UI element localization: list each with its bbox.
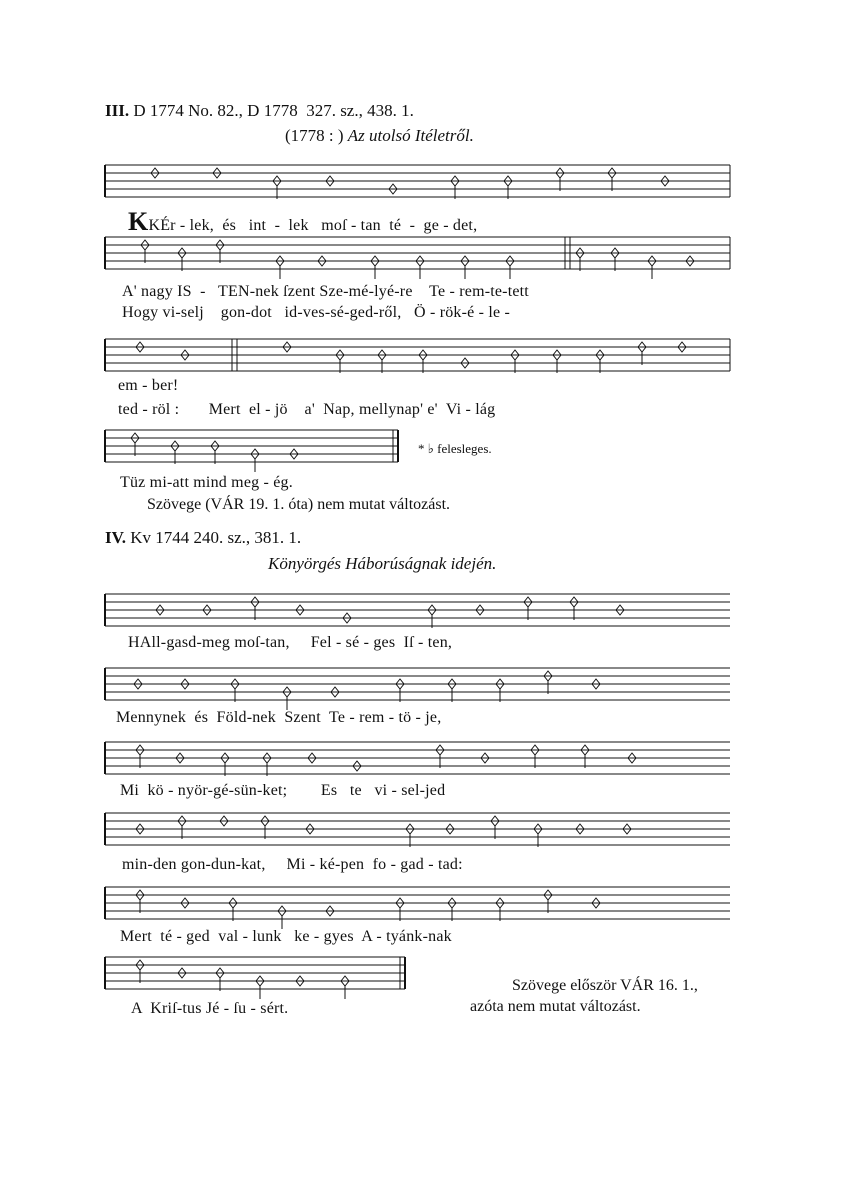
section4-subtitle: Könyörgés Háborúságnak idején.	[268, 554, 497, 573]
lyric-line-1: HAll-gasd-meg moſ-tan, Fel - sé - ges Iſ - ten,	[128, 634, 453, 651]
lyric-line-5: ted - röl : Mert el - jö a' Nap, mellynap' e' Vi - lág	[118, 401, 496, 418]
initial-letter: K	[128, 207, 149, 236]
staff-4-2	[105, 668, 730, 700]
section3-subtitle-prefix: (1778 : )	[285, 126, 344, 145]
staff-3-1	[105, 165, 730, 197]
section4-number: IV.	[105, 528, 126, 547]
staff-4-6	[105, 957, 405, 989]
section4-heading	[105, 528, 301, 548]
lyric-line-2: Mennynek és Föld-nek Szent Te - rem - tö - je,	[116, 709, 442, 726]
lyric-line	[128, 634, 452, 652]
staff-4-5	[105, 887, 730, 919]
lyric-line-2: A' nagy IS - TEN-nek ſzent Sze-mé-lyé-re Te - rem-te-tett	[122, 283, 529, 300]
lyric-line-6: Tüz mi-att mind meg - ég.	[120, 474, 293, 491]
lyric-line-5: Mert té - ged val - lunk ke - gyes A - tyánk-nak	[120, 928, 452, 945]
staff-3-2	[105, 237, 730, 269]
lyric-line	[128, 207, 477, 237]
staff-4-1	[105, 594, 730, 626]
lyric-line-4: min-den gon-dun-kat, Mi - ké-pen fo - gad - tad:	[122, 856, 463, 873]
text-note-1: Szövege először VÁR 16. 1.,	[512, 977, 698, 994]
section3-number: III.	[105, 101, 130, 120]
text-note-2: azóta nem mutat változást.	[470, 998, 641, 1015]
text-note: Szövege (VÁR 19. 1. óta) nem mutat változást.	[147, 496, 451, 513]
staff-3-3	[105, 339, 730, 371]
section3-subtitle-title: Az utolsó Itéletről.	[347, 126, 474, 145]
lyric-line-3: Hogy vi-selj gon-dot id-ves-sé-ged-ről, Ö - rök-é - le -	[122, 304, 511, 321]
lyric-line-1: KÉr - lek, és int - lek moſ - tan té - ge - det,	[148, 217, 478, 234]
footnote: * ♭ felesleges.	[418, 441, 492, 456]
staff-4-4	[105, 813, 730, 845]
lyric-line-6: A Kriſ-tus Jé - ſu - sért.	[131, 1000, 289, 1017]
lyric-line-4: em - ber!	[118, 377, 179, 394]
section4-source: Kv 1744 240. sz., 381. 1.	[130, 528, 302, 547]
lyric-line-3: Mi kö - nyör-gé-sün-ket; Es te vi - sel-jed	[120, 782, 446, 799]
section3-source: D 1774 No. 82., D 1778 327. sz., 438. 1.	[133, 101, 414, 120]
staff-3-4	[105, 430, 398, 462]
